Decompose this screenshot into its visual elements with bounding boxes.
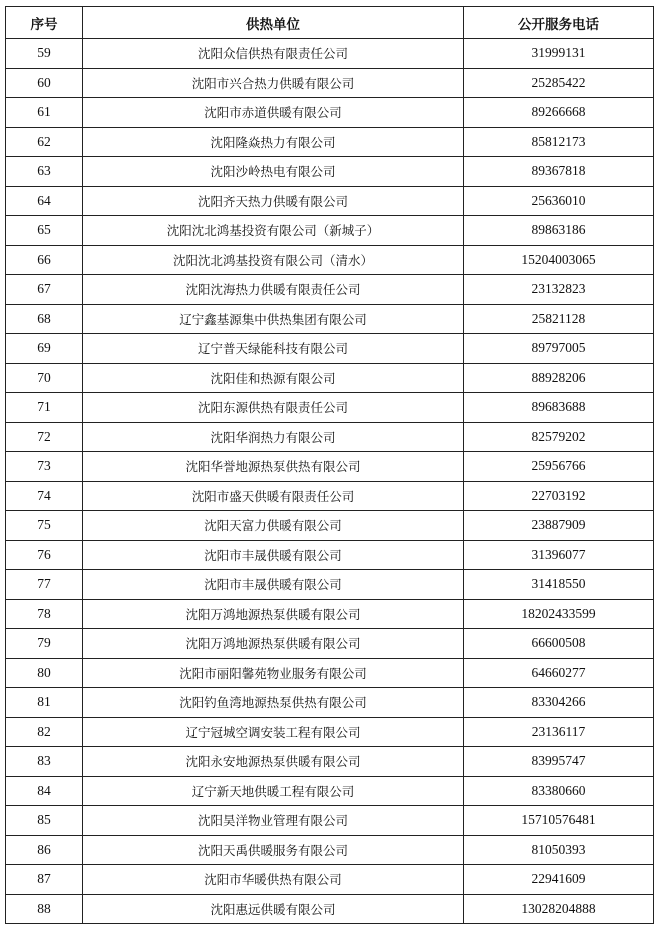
service-phone-cell: 89367818 <box>464 157 654 187</box>
service-phone-cell: 31999131 <box>464 39 654 69</box>
serial-number-cell: 83 <box>6 747 83 777</box>
table-row <box>6 275 654 305</box>
company-name-cell: 沈阳万鸿地源热泵供暖有限公司 <box>83 599 464 629</box>
table-row <box>6 481 654 511</box>
company-name-cell: 沈阳天禹供暖服务有限公司 <box>83 835 464 865</box>
serial-number-cell: 76 <box>6 540 83 570</box>
serial-number-cell: 86 <box>6 835 83 865</box>
serial-number-cell: 64 <box>6 186 83 216</box>
table-row <box>6 865 654 895</box>
serial-number-cell: 75 <box>6 511 83 541</box>
service-phone-cell: 64660277 <box>464 658 654 688</box>
service-phone-cell: 25821128 <box>464 304 654 334</box>
serial-number-cell: 87 <box>6 865 83 895</box>
service-phone-cell: 22941609 <box>464 865 654 895</box>
company-name-cell: 沈阳佳和热源有限公司 <box>83 363 464 393</box>
service-phone-cell: 25956766 <box>464 452 654 482</box>
company-name-cell: 沈阳沈北鸿基投资有限公司（清水） <box>83 245 464 275</box>
company-name-cell: 沈阳齐天热力供暖有限公司 <box>83 186 464 216</box>
service-phone-cell: 31418550 <box>464 570 654 600</box>
serial-number-cell: 77 <box>6 570 83 600</box>
service-phone-cell: 85812173 <box>464 127 654 157</box>
company-name-cell: 沈阳华润热力有限公司 <box>83 422 464 452</box>
service-phone-cell: 83380660 <box>464 776 654 806</box>
table-row <box>6 39 654 69</box>
table-row <box>6 570 654 600</box>
serial-number-cell: 74 <box>6 481 83 511</box>
table-row <box>6 422 654 452</box>
service-phone-cell: 15204003065 <box>464 245 654 275</box>
serial-number-cell: 80 <box>6 658 83 688</box>
company-name-cell: 沈阳万鸿地源热泵供暖有限公司 <box>83 629 464 659</box>
header-heating-company: 供热单位 <box>83 7 464 39</box>
table-row <box>6 363 654 393</box>
service-phone-cell: 89797005 <box>464 334 654 364</box>
table-row <box>6 452 654 482</box>
serial-number-cell: 66 <box>6 245 83 275</box>
table-row <box>6 186 654 216</box>
serial-number-cell: 73 <box>6 452 83 482</box>
service-phone-cell: 23887909 <box>464 511 654 541</box>
table-body <box>6 39 654 924</box>
table-row <box>6 747 654 777</box>
serial-number-cell: 68 <box>6 304 83 334</box>
company-name-cell: 沈阳市兴合热力供暖有限公司 <box>83 68 464 98</box>
serial-number-cell: 65 <box>6 216 83 246</box>
service-phone-cell: 89863186 <box>464 216 654 246</box>
table-row <box>6 776 654 806</box>
table-row <box>6 334 654 364</box>
table-row <box>6 393 654 423</box>
company-name-cell: 沈阳市华暖供热有限公司 <box>83 865 464 895</box>
company-name-cell: 沈阳市赤道供暖有限公司 <box>83 98 464 128</box>
service-phone-cell: 23136117 <box>464 717 654 747</box>
company-name-cell: 沈阳永安地源热泵供暖有限公司 <box>83 747 464 777</box>
company-name-cell: 沈阳昊洋物业管理有限公司 <box>83 806 464 836</box>
table-row <box>6 157 654 187</box>
company-name-cell: 沈阳沙岭热电有限公司 <box>83 157 464 187</box>
serial-number-cell: 67 <box>6 275 83 305</box>
service-phone-cell: 25285422 <box>464 68 654 98</box>
company-name-cell: 沈阳天富力供暖有限公司 <box>83 511 464 541</box>
company-name-cell: 沈阳沈海热力供暖有限责任公司 <box>83 275 464 305</box>
service-phone-cell: 13028204888 <box>464 894 654 924</box>
serial-number-cell: 88 <box>6 894 83 924</box>
company-name-cell: 沈阳华誉地源热泵供热有限公司 <box>83 452 464 482</box>
serial-number-cell: 85 <box>6 806 83 836</box>
serial-number-cell: 82 <box>6 717 83 747</box>
table-row <box>6 599 654 629</box>
service-phone-cell: 89266668 <box>464 98 654 128</box>
serial-number-cell: 59 <box>6 39 83 69</box>
service-phone-cell: 89683688 <box>464 393 654 423</box>
serial-number-cell: 79 <box>6 629 83 659</box>
table-header-row <box>6 7 654 39</box>
company-name-cell: 辽宁新天地供暖工程有限公司 <box>83 776 464 806</box>
service-phone-cell: 31396077 <box>464 540 654 570</box>
service-phone-cell: 15710576481 <box>464 806 654 836</box>
serial-number-cell: 62 <box>6 127 83 157</box>
table-row <box>6 658 654 688</box>
service-phone-cell: 23132823 <box>464 275 654 305</box>
table-row <box>6 806 654 836</box>
company-name-cell: 辽宁冠城空调安装工程有限公司 <box>83 717 464 747</box>
table-row <box>6 629 654 659</box>
service-phone-cell: 83995747 <box>464 747 654 777</box>
serial-number-cell: 61 <box>6 98 83 128</box>
header-service-phone: 公开服务电话 <box>464 7 654 39</box>
serial-number-cell: 69 <box>6 334 83 364</box>
serial-number-cell: 63 <box>6 157 83 187</box>
table-row <box>6 894 654 924</box>
table-row <box>6 68 654 98</box>
serial-number-cell: 71 <box>6 393 83 423</box>
company-name-cell: 辽宁鑫基源集中供热集团有限公司 <box>83 304 464 334</box>
company-name-cell: 沈阳沈北鸿基投资有限公司（新城子） <box>83 216 464 246</box>
company-name-cell: 沈阳惠远供暖有限公司 <box>83 894 464 924</box>
table-row <box>6 127 654 157</box>
serial-number-cell: 60 <box>6 68 83 98</box>
table-row <box>6 304 654 334</box>
company-name-cell: 沈阳市盛天供暖有限责任公司 <box>83 481 464 511</box>
company-name-cell: 沈阳钓鱼湾地源热泵供热有限公司 <box>83 688 464 718</box>
heating-company-table <box>5 6 654 924</box>
heating-company-table-container <box>5 6 653 924</box>
table-row <box>6 511 654 541</box>
service-phone-cell: 22703192 <box>464 481 654 511</box>
table-row <box>6 540 654 570</box>
company-name-cell: 沈阳市丰晟供暖有限公司 <box>83 540 464 570</box>
service-phone-cell: 81050393 <box>464 835 654 865</box>
table-row <box>6 216 654 246</box>
table-row <box>6 835 654 865</box>
company-name-cell: 沈阳市丽阳馨苑物业服务有限公司 <box>83 658 464 688</box>
service-phone-cell: 88928206 <box>464 363 654 393</box>
serial-number-cell: 72 <box>6 422 83 452</box>
company-name-cell: 沈阳众信供热有限责任公司 <box>83 39 464 69</box>
table-row <box>6 717 654 747</box>
service-phone-cell: 82579202 <box>464 422 654 452</box>
company-name-cell: 沈阳东源供热有限责任公司 <box>83 393 464 423</box>
table-row <box>6 98 654 128</box>
serial-number-cell: 78 <box>6 599 83 629</box>
service-phone-cell: 25636010 <box>464 186 654 216</box>
company-name-cell: 沈阳隆焱热力有限公司 <box>83 127 464 157</box>
table-row <box>6 245 654 275</box>
company-name-cell: 沈阳市丰晟供暖有限公司 <box>83 570 464 600</box>
header-serial-number: 序号 <box>6 7 83 39</box>
serial-number-cell: 70 <box>6 363 83 393</box>
serial-number-cell: 81 <box>6 688 83 718</box>
company-name-cell: 辽宁普天绿能科技有限公司 <box>83 334 464 364</box>
table-row <box>6 688 654 718</box>
service-phone-cell: 18202433599 <box>464 599 654 629</box>
service-phone-cell: 83304266 <box>464 688 654 718</box>
service-phone-cell: 66600508 <box>464 629 654 659</box>
serial-number-cell: 84 <box>6 776 83 806</box>
